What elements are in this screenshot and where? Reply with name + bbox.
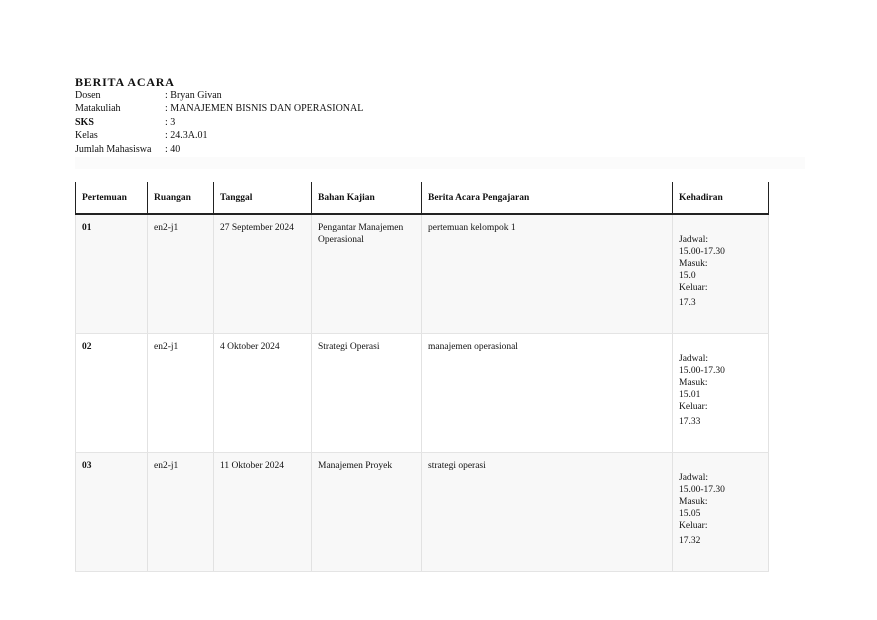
jadwal-label: Jadwal:: [679, 354, 709, 364]
table-row: [76, 334, 769, 453]
keluar-label: Keluar:: [679, 521, 708, 531]
header-tanggal: Tanggal: [214, 182, 312, 214]
header-kehadiran: Kehadiran: [673, 182, 769, 214]
info-label: Kelas: [75, 130, 98, 142]
cell-bahan-kajian: Strategi Operasi: [312, 334, 422, 453]
cell-ruangan: en2-j1: [148, 214, 214, 334]
jadwal-value: 15.00-17.30: [679, 485, 725, 495]
cell-bahan-kajian: Manajemen Proyek: [312, 453, 422, 572]
cell-ruangan: en2-j1: [148, 334, 214, 453]
info-block: [75, 89, 363, 156]
jadwal-label: Jadwal:: [679, 235, 709, 245]
cell-berita-acara: strategi operasi: [422, 453, 673, 572]
keluar-value: 17.33: [679, 417, 701, 427]
header-bahan-kajian: Bahan Kajian: [312, 182, 422, 214]
info-value: : MANAJEMEN BISNIS DAN OPERASIONAL: [165, 103, 364, 115]
table-row: [76, 453, 769, 572]
cell-tanggal: 27 September 2024: [214, 214, 312, 334]
keluar-value: 17.3: [679, 298, 696, 308]
table-row: [76, 214, 769, 334]
cell-bahan-kajian: Pengantar Manajemen Operasional: [312, 214, 422, 334]
masuk-value: 15.01: [679, 390, 701, 400]
info-label: Matakuliah: [75, 103, 121, 115]
info-value: : 40: [165, 143, 181, 155]
masuk-value: 15.05: [679, 509, 701, 519]
keluar-value: 17.32: [679, 536, 701, 546]
info-label: Jumlah Mahasiswa: [75, 143, 152, 155]
masuk-label: Masuk:: [679, 378, 708, 388]
info-value: : Bryan Givan: [165, 90, 222, 101]
keluar-label: Keluar:: [679, 402, 708, 412]
masuk-label: Masuk:: [679, 259, 708, 269]
cell-pertemuan: 03: [76, 453, 148, 572]
cell-pertemuan: 01: [76, 214, 148, 334]
table-header-row: [76, 182, 769, 214]
info-row-matakuliah: [75, 102, 363, 115]
info-row-dosen: [75, 89, 363, 102]
cell-berita-acara: pertemuan kelompok 1: [422, 214, 673, 334]
section-divider: [75, 157, 805, 169]
cell-berita-acara: manajemen operasional: [422, 334, 673, 453]
info-label: Dosen: [75, 90, 101, 101]
cell-pertemuan: 02: [76, 334, 148, 453]
header-berita-acara: Berita Acara Pengajaran: [422, 182, 673, 214]
header-pertemuan: Pertemuan: [76, 182, 148, 214]
header-ruangan: Ruangan: [148, 182, 214, 214]
masuk-value: 15.0: [679, 271, 696, 281]
info-value: : 24.3A.01: [165, 130, 208, 142]
cell-kehadiran: [673, 214, 769, 334]
info-label: SKS: [75, 116, 94, 128]
info-value: : 3: [165, 116, 176, 128]
cell-kehadiran: [673, 334, 769, 453]
keluar-label: Keluar:: [679, 283, 708, 293]
info-row-sks: [75, 116, 363, 129]
cell-tanggal: 4 Oktober 2024: [214, 334, 312, 453]
document-title: BERITA ACARA: [75, 75, 175, 89]
cell-kehadiran: [673, 453, 769, 572]
info-row-jumlah: [75, 143, 363, 156]
info-row-kelas: [75, 129, 363, 142]
jadwal-value: 15.00-17.30: [679, 366, 725, 376]
jadwal-label: Jadwal:: [679, 473, 709, 483]
cell-ruangan: en2-j1: [148, 453, 214, 572]
attendance-table: [75, 182, 769, 572]
cell-tanggal: 11 Oktober 2024: [214, 453, 312, 572]
masuk-label: Masuk:: [679, 497, 708, 507]
jadwal-value: 15.00-17.30: [679, 247, 725, 257]
